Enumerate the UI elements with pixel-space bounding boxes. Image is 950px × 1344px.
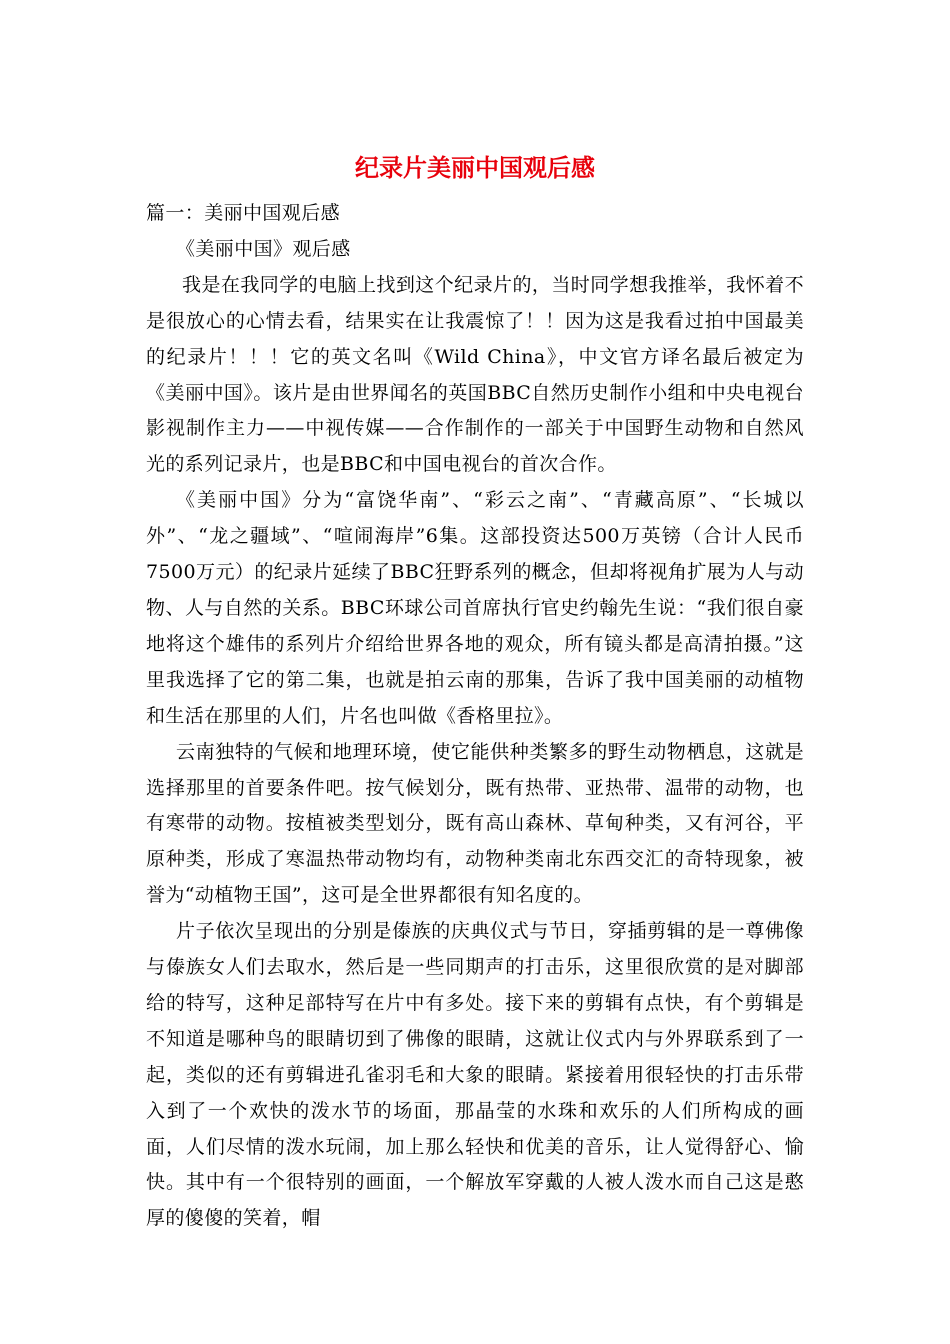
document-body <box>146 196 804 1237</box>
paragraph-2: 《美丽中国》分为“富饶华南”、“彩云之南”、“青藏高原”、“长城以外”、“龙之疆域”、“喧闹海岸”6集。这部投资达500万英镑（合计人民币7500万元）的纪录片延续了BBC狂野系列的概念，但却将视角扩展为人与动物、人与自然的关系。BBC环球公司首席执行官史约翰先生说：“我们很自豪地将这个雄伟的系列片介绍给世界各地的观众，所有镜头都是高清拍摄。”这里我选择了它的第二集，也就是拍云南的那集，告诉了我中国美丽的动植物和生活在那里的人们，片名也叫做《香格里拉》。 <box>146 489 804 727</box>
paragraph-3: 云南独特的气候和地理环境，使它能供种类繁多的野生动物栖息，这就是选择那里的首要条件吧。按气候划分，既有热带、亚热带、温带的动物，也有寒带的动物。按植被类型划分，既有高山森林、草甸种类，又有河谷，平原种类，形成了寒温热带动物均有，动物种类南北东西交汇的奇特现象，被誉为“动植物王国”，这可是全世界都很有知名度的。 <box>146 740 804 907</box>
document-title: 纪录片美丽中国观后感 <box>355 153 595 182</box>
paragraph-4: 片子依次呈现出的分别是傣族的庆典仪式与节日，穿插剪辑的是一尊佛像与傣族女人们去取水，然后是一些同期声的打击乐，这里很欣赏的是对脚部给的特写，这种足部特写在片中有多处。接下来的剪辑有点快，有个剪辑是不知道是哪种鸟的眼睛切到了佛像的眼睛，这就让仪式内与外界联系到了一起，类似的还有剪辑进孔雀羽毛和大象的眼睛。紧接着用很轻快的打击乐带入到了一个欢快的泼水节的场面，那晶莹的水珠和欢乐的人们所构成的画面，人们尽情的泼水玩闹，加上那么轻快和优美的音乐，让人觉得舒心、愉快。其中有一个很特别的画面，一个解放军穿戴的人被人泼水而自己这是憨厚的傻傻的笑着，帽 <box>146 920 804 1230</box>
sub-heading: 《美丽中国》观后感 <box>176 237 351 260</box>
paragraph-1: 我是在我同学的电脑上找到这个纪录片的，当时同学想我推举，我怀着不是很放心的心情去看，结果实在让我震惊了！！因为这是我看过拍中国最美的纪录片！！！它的英文名叫《Wild China》，中文官方译名最后被定为《美丽中国》。该片是由世界闻名的英国BBC自然历史制作小组和中央电视台影视制作主力——中视传媒——合作制作的一部关于中国野生动物和自然风光的系列记录片，也是BBC和中国电视台的首次合作。 <box>146 273 804 476</box>
section-heading: 篇一：美丽中国观后感 <box>146 202 341 224</box>
